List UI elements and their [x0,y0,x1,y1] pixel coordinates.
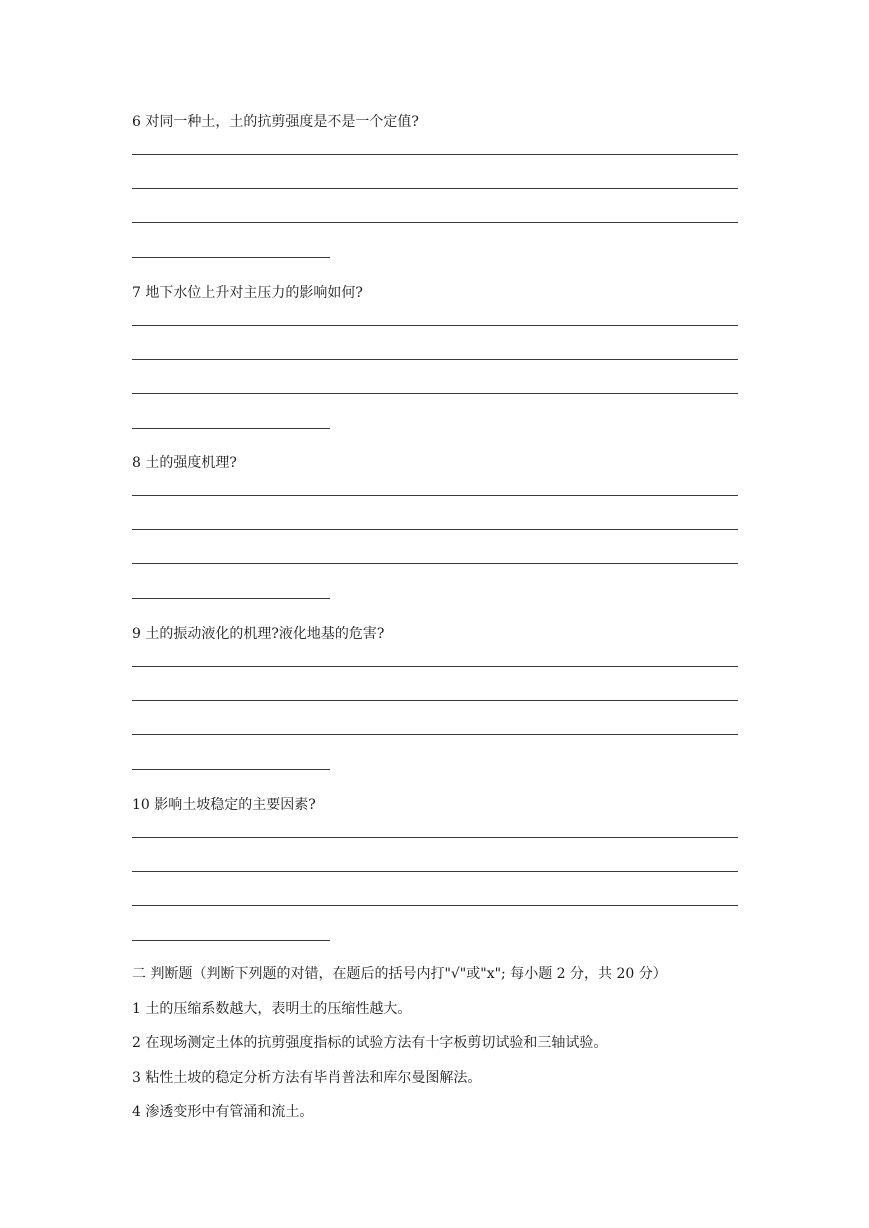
question-title: 6 对同一种土，土的抗剪强度是不是一个定值? [132,114,419,130]
answer-line [132,359,738,360]
answer-line [132,529,738,530]
answer-line [132,666,738,667]
statement-item: 4 渗透变形中有管涌和流土。 [132,1104,314,1120]
answer-line [132,428,330,429]
answer-line [132,734,738,735]
statement-item: 2 在现场测定土体的抗剪强度指标的试验方法有十字板剪切试验和三轴试验。 [132,1035,608,1051]
answer-line [132,700,738,701]
answer-line [132,905,738,906]
answer-line [132,871,738,872]
answer-line [132,257,330,258]
answer-line [132,837,738,838]
answer-line [132,769,330,770]
answer-line [132,940,330,941]
question-title: 10 影响土坡稳定的主要因素? [132,797,316,813]
answer-line [132,598,330,599]
question-8 [132,453,738,473]
answer-line [132,325,738,326]
question-6 [132,112,738,132]
section-heading: 二 判断题（判断下列题的对错，在题后的括号内打"√"或"x"; 每小题 2 分，共 20 分） [132,966,667,982]
answer-line [132,154,738,155]
question-title: 9 土的振动液化的机理?液化地基的危害? [132,626,385,642]
question-9 [132,624,738,644]
answer-line [132,495,738,496]
statement-item: 1 土的压缩系数越大，表明土的压缩性越大。 [132,1001,412,1017]
question-7 [132,283,738,303]
answer-line [132,393,738,394]
statement-item: 3 粘性土坡的稳定分析方法有毕肖普法和库尔曼图解法。 [132,1070,482,1086]
question-title: 8 土的强度机理? [132,455,237,471]
question-title: 7 地下水位上升对主压力的影响如何? [132,285,363,301]
answer-line [132,222,738,223]
question-10 [132,795,738,815]
answer-line [132,188,738,189]
answer-line [132,563,738,564]
